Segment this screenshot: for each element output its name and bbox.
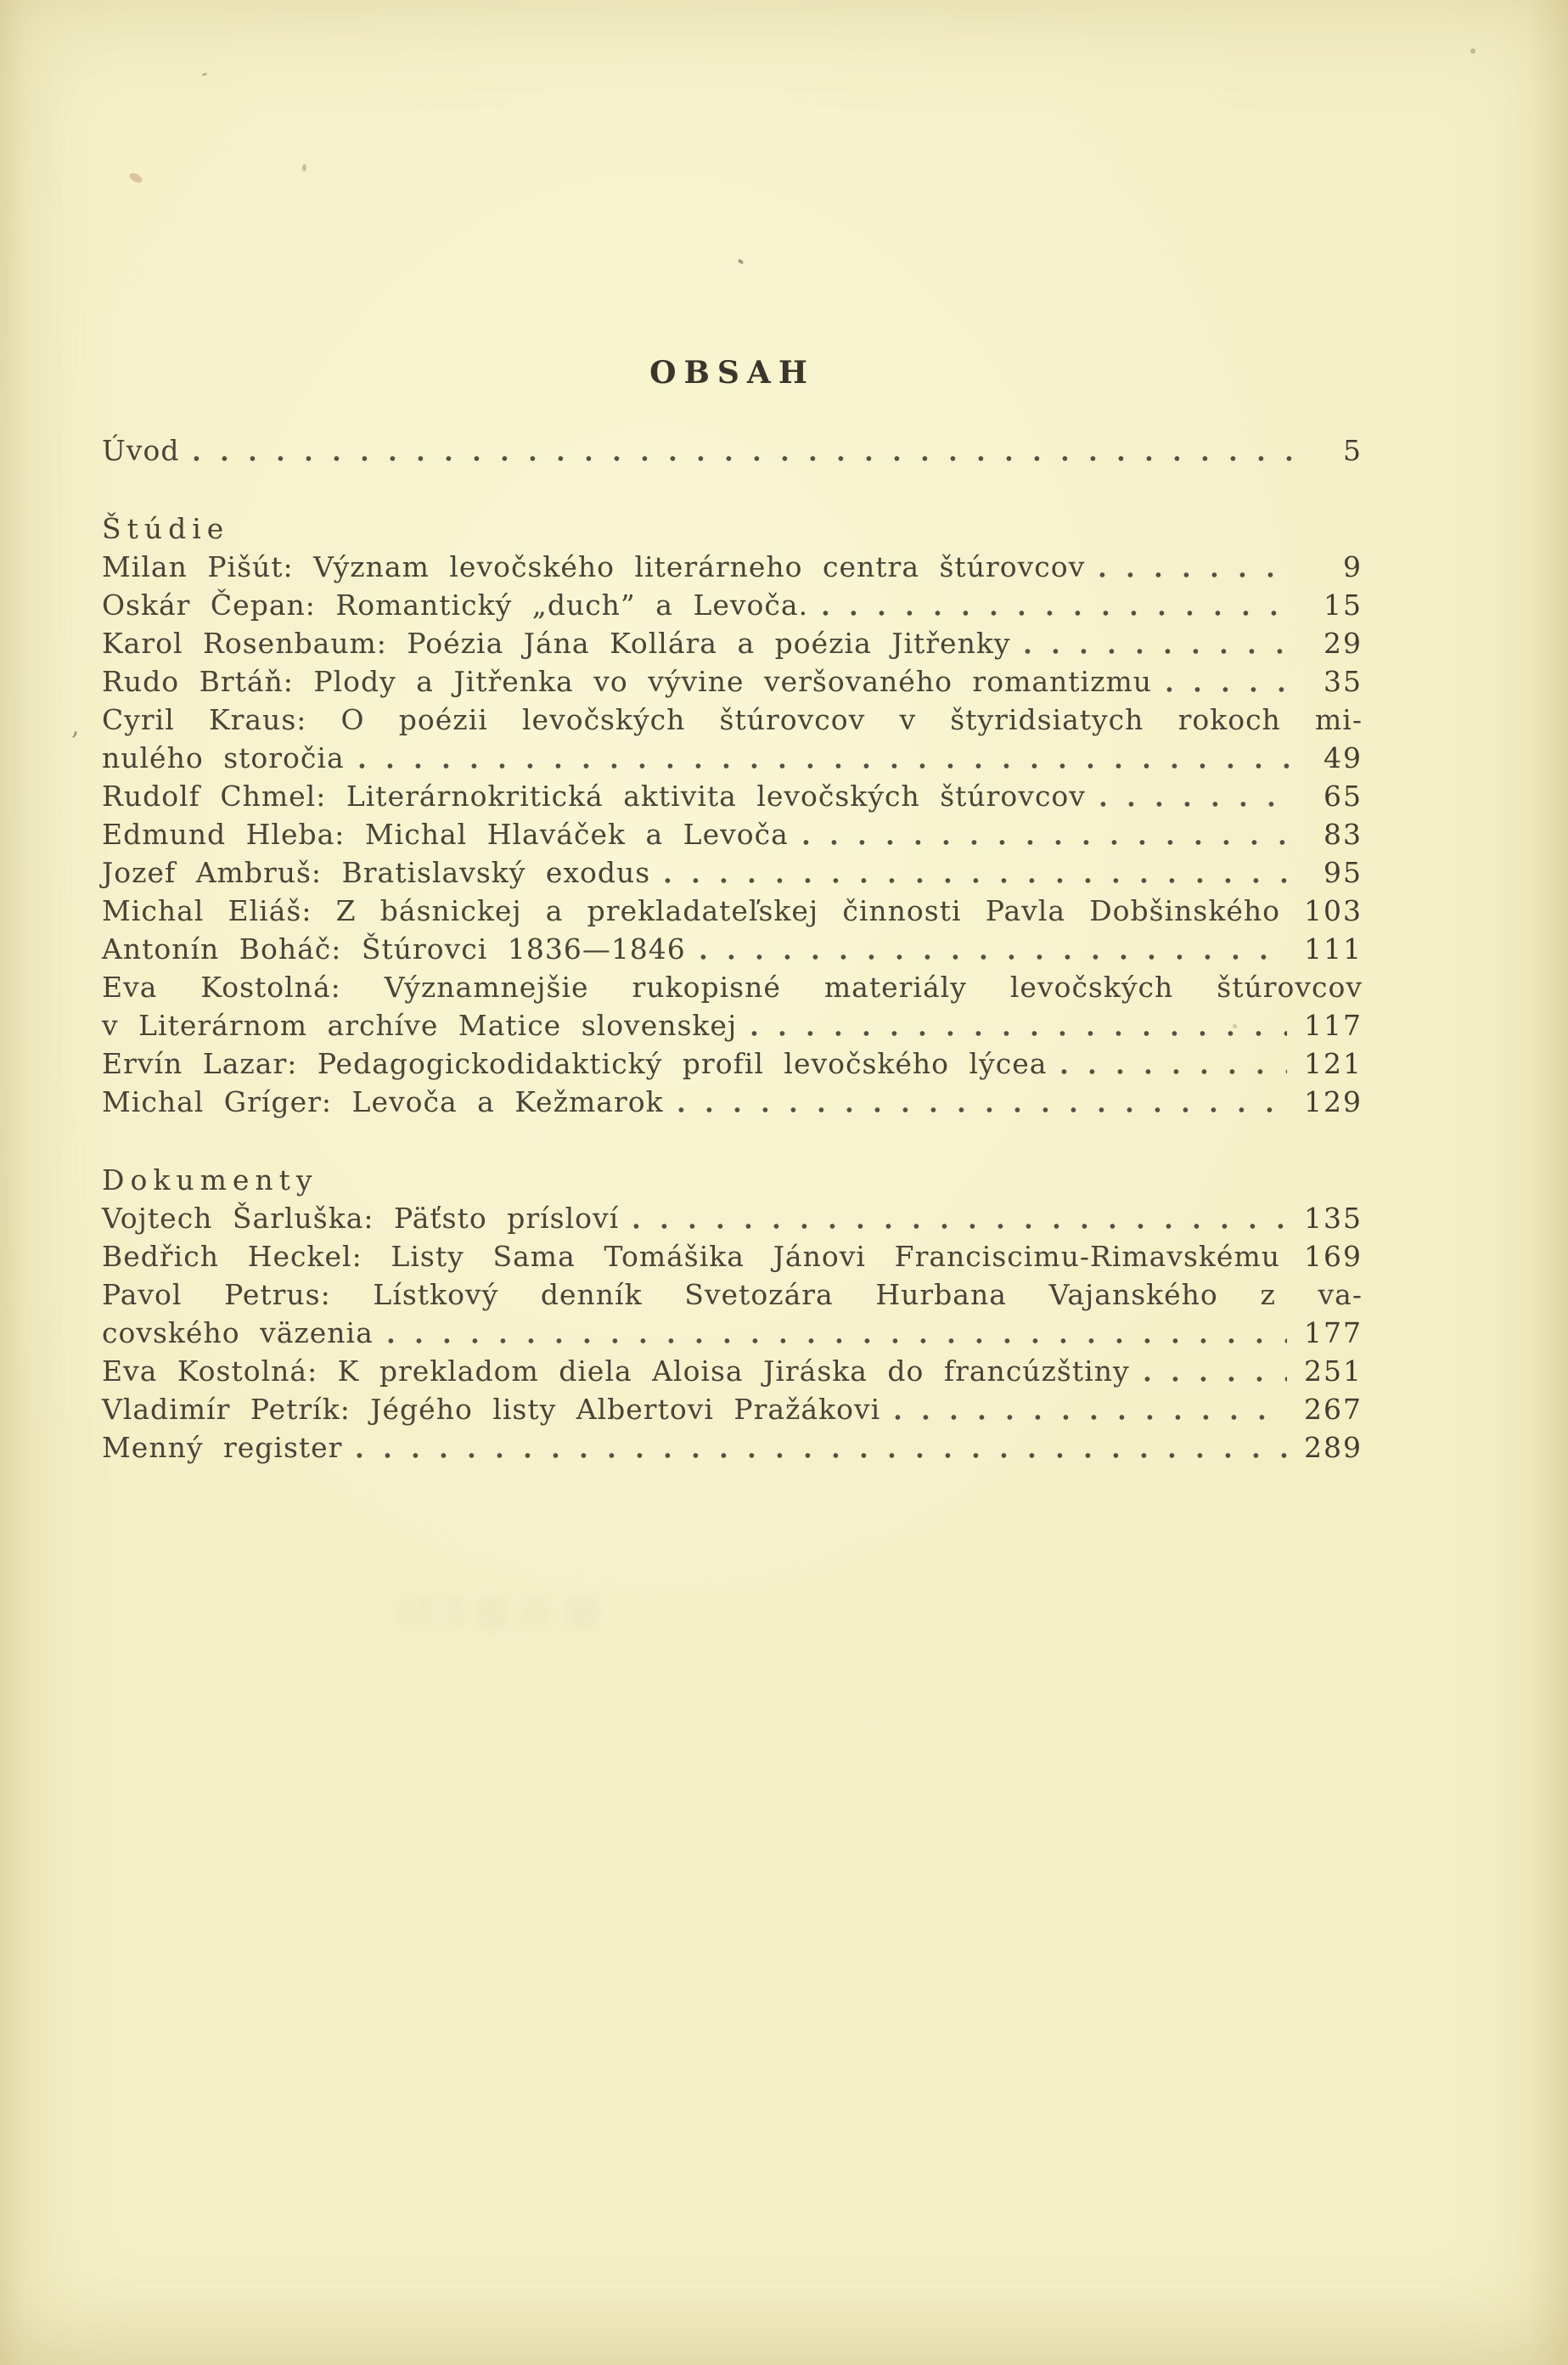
dot-leader xyxy=(194,453,1293,464)
toc-entry-label: Michal Eliáš: Z básnickej a prekladateľskej činnosti Pavla Dobšinského xyxy=(102,894,1280,927)
toc-entry-label: Oskár Čepan: Romantický „duch” a Levoča. xyxy=(102,588,809,622)
toc-entry xyxy=(102,624,1363,662)
page-number: 83 xyxy=(1324,818,1363,851)
paper-speck xyxy=(128,172,143,184)
toc-entry-label: Vojtech Šarluška: Päťsto prísloví xyxy=(102,1202,620,1235)
dot-leader xyxy=(357,1450,1287,1461)
dot-leader xyxy=(678,1105,1287,1115)
dot-leader xyxy=(665,876,1293,886)
page-number: 49 xyxy=(1324,741,1363,774)
page-number: 5 xyxy=(1343,434,1363,467)
paper-speck xyxy=(737,258,744,264)
bleed-through-mark xyxy=(399,1595,620,1630)
toc-entry xyxy=(102,892,1363,930)
toc-entry-label: Úvod xyxy=(102,434,180,467)
toc-entry-label: Rudo Brtáň: Plody a Jitřenka vo vývine veršovaného romantizmu xyxy=(102,665,1153,698)
section-heading: Dokumenty xyxy=(102,1163,318,1197)
dot-leader xyxy=(1061,1067,1287,1077)
page-number: 15 xyxy=(1324,588,1363,622)
toc-entry xyxy=(102,1045,1363,1083)
page-number: 267 xyxy=(1304,1393,1363,1426)
page-number: 35 xyxy=(1324,665,1363,698)
toc-entry-line: Pavol Petrus: Lístkový denník Svetozára Hurbana Vajanského z va- xyxy=(102,1278,1363,1311)
toc-entry-line: Eva Kostolná: Významnejšie rukopisné materiály levočských štúrovcov xyxy=(102,971,1363,1004)
page-number: 117 xyxy=(1304,1009,1363,1042)
toc-entry xyxy=(102,777,1363,815)
toc-entry-label: Rudolf Chmel: Literárnokritická aktivita levočských štúrovcov xyxy=(102,780,1086,813)
toc-entry xyxy=(102,586,1363,624)
toc-entry xyxy=(102,739,1363,777)
page-number: 103 xyxy=(1304,894,1363,927)
toc-entry-label: Ervín Lazar: Pedagogickodidaktický profil levočského lýcea xyxy=(102,1047,1048,1080)
toc-entry-label: Vladimír Petrík: Jégého listy Albertovi Pražákovi xyxy=(102,1393,881,1426)
page-number: 29 xyxy=(1324,627,1363,660)
toc-entry xyxy=(102,431,1363,470)
page-number: 95 xyxy=(1324,856,1363,889)
toc-entry-label: nulého storočia xyxy=(102,741,345,774)
dot-leader xyxy=(1144,1374,1287,1384)
page-number: 177 xyxy=(1304,1316,1363,1349)
dot-leader xyxy=(895,1412,1287,1422)
dot-leader xyxy=(633,1221,1287,1231)
toc-entry-label: Michal Gríger: Levoča a Kežmarok xyxy=(102,1085,664,1118)
toc-entry-label: Bedřich Heckel: Listy Sama Tomášika Jánovi Franciscimu-Rimavskému xyxy=(102,1240,1280,1273)
paper-speck xyxy=(302,164,306,172)
page-number: 169 xyxy=(1304,1240,1363,1273)
toc-entry xyxy=(102,930,1363,968)
dot-leader xyxy=(751,1028,1287,1039)
paper-speck xyxy=(202,72,208,76)
toc-entry-label: Antonín Boháč: Štúrovci 1836—1846 xyxy=(102,932,686,966)
toc-entry-label: Jozef Ambruš: Bratislavský exodus xyxy=(102,856,651,889)
toc-entry xyxy=(102,662,1363,701)
toc-entry-label: Edmund Hleba: Michal Hlaváček a Levoča xyxy=(102,818,789,851)
table-of-contents xyxy=(102,352,1363,1467)
toc-entry xyxy=(102,1237,1363,1275)
dot-leader xyxy=(359,761,1293,771)
toc-entry xyxy=(102,1199,1363,1237)
toc-entry-label: v Literárnom archíve Matice slovenskej xyxy=(102,1009,738,1042)
paper-speck xyxy=(1470,48,1475,53)
page-number: 65 xyxy=(1324,780,1363,813)
page-number: 9 xyxy=(1343,550,1363,583)
stray-ink-mark: , xyxy=(71,712,80,741)
page-number: 121 xyxy=(1304,1047,1363,1080)
toc-entry-label: Milan Pišút: Význam levočského literárneho centra štúrovcov xyxy=(102,550,1086,583)
section-heading: Štúdie xyxy=(102,512,230,545)
toc-entry-label: covského väzenia xyxy=(102,1316,374,1349)
page-number: 289 xyxy=(1304,1431,1363,1464)
dot-leader xyxy=(1099,570,1293,580)
toc-entry xyxy=(102,853,1363,892)
dot-leader xyxy=(388,1336,1287,1346)
dot-leader xyxy=(1100,799,1293,809)
toc-entry xyxy=(102,1314,1363,1352)
page-number: 129 xyxy=(1304,1085,1363,1118)
page-number: 251 xyxy=(1304,1354,1363,1388)
toc-entry-line: Cyril Kraus: O poézii levočských štúrovcov v štyridsiatych rokoch mi- xyxy=(102,703,1363,736)
toc-sections xyxy=(102,510,1363,1467)
toc-entry xyxy=(102,1352,1363,1390)
toc-entry xyxy=(102,1390,1363,1428)
dot-leader xyxy=(700,952,1287,962)
page-title: OBSAH xyxy=(649,355,815,391)
toc-entry xyxy=(102,815,1363,853)
toc-entry xyxy=(102,1006,1363,1045)
dot-leader xyxy=(1166,684,1293,695)
toc-entry-label: Karol Rosenbaum: Poézia Jána Kollára a poézia Jitřenky xyxy=(102,627,1011,660)
toc-entry-label: Menný register xyxy=(102,1431,343,1464)
dot-leader xyxy=(1025,646,1293,656)
toc-entry xyxy=(102,548,1363,586)
dot-leader xyxy=(803,837,1293,847)
toc-entry xyxy=(102,1083,1363,1121)
toc-entry-label: Eva Kostolná: K prekladom diela Aloisa Jiráska do francúzštiny xyxy=(102,1354,1130,1388)
page-number: 111 xyxy=(1304,932,1363,966)
page-number: 135 xyxy=(1304,1202,1363,1235)
toc-entry xyxy=(102,1428,1363,1467)
dot-leader xyxy=(823,608,1293,618)
